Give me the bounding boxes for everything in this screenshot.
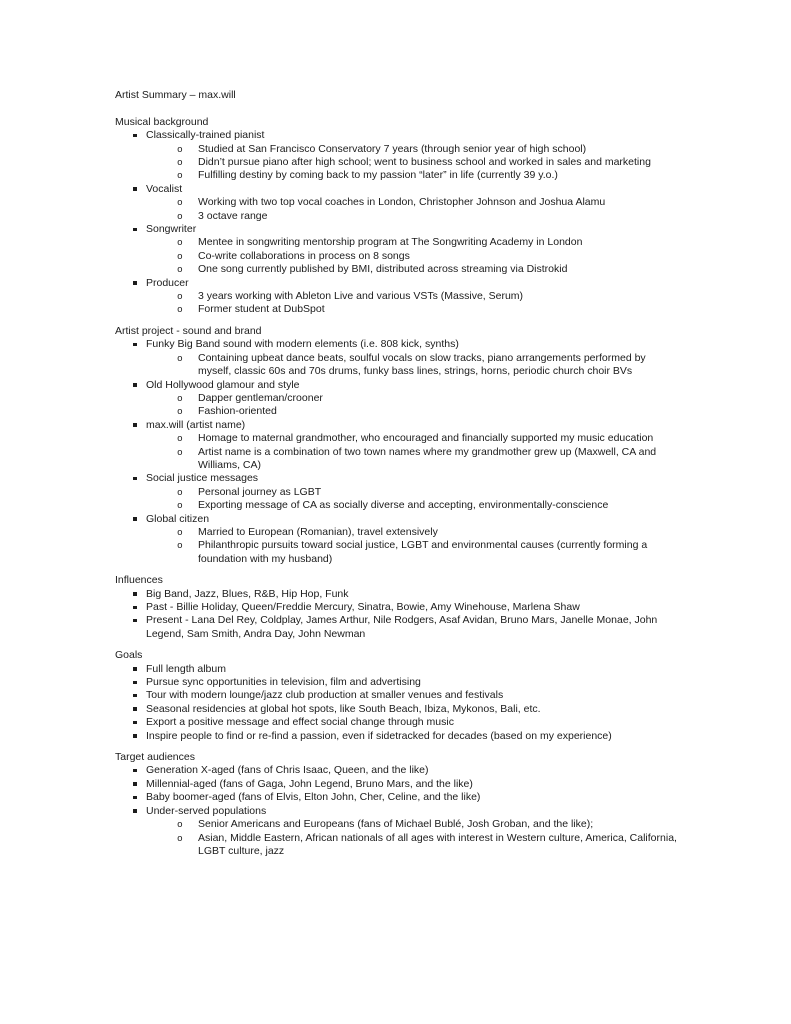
- bullet-item-level2: [115, 446, 677, 473]
- bullet-subitem-text: Former student at DubSpot: [198, 303, 325, 316]
- bullet-item-level2: [115, 250, 677, 263]
- bullet-circle-icon: o: [177, 540, 183, 552]
- bullet-item-text: Past - Billie Holiday, Queen/Freddie Mercury, Sinatra, Bowie, Amy Winehouse, Marlena Shaw: [146, 601, 580, 614]
- bullet-item-level2: [115, 526, 677, 539]
- bullet-subitem-text: Senior Americans and Europeans (fans of Michael Bublé, Josh Groban, and the like);: [198, 818, 594, 831]
- bullet-square-icon: [133, 228, 137, 232]
- bullet-item-text: Global citizen: [146, 512, 210, 525]
- bullet-square-icon: [133, 592, 137, 596]
- document-section: [115, 751, 677, 858]
- bullet-subitem-text: Married to European (Romanian), travel extensively: [198, 525, 438, 538]
- bullet-circle-icon: o: [177, 819, 183, 831]
- bullet-item-level2: [115, 486, 677, 499]
- bullet-item-level2: [115, 432, 677, 445]
- bullet-item-text: Generation X-aged (fans of Chris Isaac, Queen, and the like): [146, 764, 429, 777]
- bullet-subitem-text: Asian, Middle Eastern, African nationals of all ages with interest in Western culture, America, California, LGBT culture, jazz: [198, 831, 677, 857]
- bullet-circle-icon: o: [177, 197, 183, 209]
- bullet-square-icon: [133, 782, 137, 786]
- bullet-square-icon: [133, 796, 137, 800]
- bullet-circle-icon: o: [177, 526, 183, 538]
- bullet-subitem-text: One song currently published by BMI, distributed across streaming via Distrokid: [198, 263, 568, 276]
- bullet-circle-icon: o: [177, 486, 183, 498]
- bullet-subitem-text: Philanthropic pursuits toward social justice, LGBT and environmental causes (currently forming a foundation with my husband): [198, 539, 648, 565]
- bullet-item-text: Social justice messages: [146, 472, 259, 485]
- bullet-item-text: Classically-trained pianist: [146, 129, 265, 142]
- bullet-subitem-text: Dapper gentleman/crooner: [198, 391, 323, 404]
- bullet-subitem-text: Containing upbeat dance beats, soulful vocals on slow tracks, piano arrangements performed by myself, classic 60s and 70s drums, funky bass lines, strings, horns, periodic church choir BVs: [198, 351, 646, 378]
- bullet-square-icon: [133, 721, 137, 725]
- bullet-subitem-text: Didn’t pursue piano after high school; went to business school and worked in sales and marketing: [198, 156, 651, 169]
- bullet-item-text: Funky Big Band sound with modern elements (i.e. 808 kick, synths): [146, 338, 459, 351]
- section-heading: Artist project - sound and brand: [115, 324, 262, 337]
- bullet-item-level1: [115, 764, 677, 777]
- bullet-item-level2: [115, 156, 677, 169]
- bullet-subitem-text: Artist name is a combination of two town names where my grandmother grew up (Maxwell, CA and Williams, CA): [198, 445, 657, 471]
- bullet-item-level1: [115, 419, 677, 432]
- bullet-item-level2: [115, 352, 677, 379]
- bullet-item-level1: [115, 663, 677, 676]
- bullet-square-icon: [133, 606, 137, 610]
- document-content: [115, 89, 677, 858]
- bullet-circle-icon: o: [177, 433, 183, 445]
- bullet-item-level2: [115, 303, 677, 316]
- bullet-square-icon: [133, 707, 137, 711]
- bullet-item-text: Pursue sync opportunities in television, film and advertising: [146, 676, 421, 689]
- bullet-circle-icon: o: [177, 237, 183, 249]
- bullet-item-text: Full length album: [146, 662, 226, 675]
- bullet-item-level2: [115, 392, 677, 405]
- bullet-item-text: Seasonal residencies at global hot spots, like South Beach, Ibiza, Mykonos, Bali, etc.: [146, 702, 541, 715]
- bullet-item-level1: [115, 129, 677, 142]
- bullet-item-level2: [115, 263, 677, 276]
- bullet-list: [115, 338, 677, 566]
- bullet-circle-icon: o: [177, 264, 183, 276]
- bullet-subitem-text: Personal journey as LGBT: [198, 485, 322, 498]
- bullet-item-text: Vocalist: [146, 182, 183, 195]
- document-section: [115, 325, 677, 566]
- bullet-item-level2: [115, 290, 677, 303]
- bullet-item-text: max.will (artist name): [146, 418, 246, 431]
- bullet-item-level1: [115, 703, 677, 716]
- bullet-item-level1: [115, 277, 677, 290]
- document-title: Artist Summary – max.will: [115, 89, 236, 101]
- bullet-circle-icon: o: [177, 157, 183, 169]
- bullet-square-icon: [133, 809, 137, 813]
- bullet-item-level1: [115, 716, 677, 729]
- bullet-circle-icon: o: [177, 392, 183, 404]
- bullet-subitem-text: Homage to maternal grandmother, who encouraged and financially supported my music education: [198, 432, 654, 445]
- bullet-square-icon: [133, 667, 137, 671]
- bullet-item-level1: [115, 588, 677, 601]
- bullet-item-level1: [115, 472, 677, 485]
- bullet-circle-icon: o: [177, 250, 183, 262]
- bullet-item-level1: [115, 223, 677, 236]
- bullet-item-level1: [115, 791, 677, 804]
- bullet-list: [115, 588, 677, 642]
- bullet-subitem-text: 3 octave range: [198, 209, 268, 222]
- section-heading: Target audiences: [115, 751, 195, 764]
- bullet-item-text: Inspire people to find or re-find a passion, even if sidetracked for decades (based on my experience): [146, 729, 612, 742]
- bullet-subitem-text: Fulfilling destiny by coming back to my passion “later” in life (currently 39 y.o.): [198, 169, 558, 182]
- document-sections: [115, 116, 677, 859]
- bullet-circle-icon: o: [177, 143, 183, 155]
- bullet-item-level2: [115, 169, 677, 182]
- bullet-circle-icon: o: [177, 832, 183, 844]
- document-section: [115, 574, 677, 641]
- bullet-item-level1: [115, 338, 677, 351]
- bullet-square-icon: [133, 517, 137, 521]
- bullet-circle-icon: o: [177, 352, 183, 364]
- bullet-square-icon: [133, 477, 137, 481]
- document-section: [115, 116, 677, 317]
- bullet-square-icon: [133, 423, 137, 427]
- bullet-subitem-text: Mentee in songwriting mentorship program at The Songwriting Academy in London: [198, 236, 583, 249]
- bullet-item-text: Producer: [146, 276, 189, 289]
- bullet-item-level2: [115, 832, 677, 859]
- bullet-item-text: Old Hollywood glamour and style: [146, 378, 300, 391]
- bullet-item-text: Under-served populations: [146, 804, 267, 817]
- bullet-subitem-text: Working with two top vocal coaches in London, Christopher Johnson and Joshua Alamu: [198, 196, 606, 209]
- bullet-item-level1: [115, 379, 677, 392]
- bullet-subitem-text: Fashion-oriented: [198, 405, 277, 418]
- bullet-square-icon: [133, 694, 137, 698]
- bullet-subitem-text: Exporting message of CA as socially diverse and accepting, environmentally-conscience: [198, 499, 609, 512]
- bullet-item-level1: [115, 614, 677, 641]
- bullet-square-icon: [133, 383, 137, 387]
- section-heading: Musical background: [115, 115, 209, 128]
- bullet-circle-icon: o: [177, 406, 183, 418]
- bullet-circle-icon: o: [177, 500, 183, 512]
- bullet-item-level2: [115, 499, 677, 512]
- bullet-item-level1: [115, 513, 677, 526]
- bullet-item-level1: [115, 676, 677, 689]
- bullet-square-icon: [133, 187, 137, 191]
- bullet-item-level1: [115, 689, 677, 702]
- bullet-item-text: Millennial-aged (fans of Gaga, John Legend, Bruno Mars, and the like): [146, 777, 473, 790]
- bullet-item-level2: [115, 236, 677, 249]
- bullet-item-level2: [115, 210, 677, 223]
- bullet-list: [115, 663, 677, 743]
- bullet-subitem-text: 3 years working with Ableton Live and various VSTs (Massive, Serum): [198, 290, 524, 303]
- bullet-item-level2: [115, 405, 677, 418]
- bullet-subitem-text: Studied at San Francisco Conservatory 7 years (through senior year of high school): [198, 142, 587, 155]
- bullet-list: [115, 764, 677, 858]
- bullet-square-icon: [133, 619, 137, 623]
- bullet-circle-icon: o: [177, 446, 183, 458]
- bullet-item-level2: [115, 818, 677, 831]
- bullet-circle-icon: o: [177, 210, 183, 222]
- bullet-item-level1: [115, 601, 677, 614]
- bullet-square-icon: [133, 681, 137, 685]
- section-heading: Influences: [115, 574, 163, 587]
- bullet-item-level1: [115, 183, 677, 196]
- bullet-item-text: Present - Lana Del Rey, Coldplay, James Arthur, Nile Rodgers, Asaf Avidan, Bruno Mars, Janelle Monae, John Legend, Sam Smith, Andra Day, John Newman: [146, 614, 658, 640]
- bullet-square-icon: [133, 343, 137, 347]
- document-section: [115, 649, 677, 743]
- bullet-square-icon: [133, 734, 137, 738]
- bullet-item-level2: [115, 196, 677, 209]
- bullet-item-text: Big Band, Jazz, Blues, R&B, Hip Hop, Funk: [146, 587, 349, 600]
- bullet-item-text: Tour with modern lounge/jazz club production at smaller venues and festivals: [146, 689, 504, 702]
- bullet-item-level1: [115, 730, 677, 743]
- bullet-list: [115, 129, 677, 317]
- bullet-item-text: Songwriter: [146, 223, 197, 236]
- bullet-item-text: Baby boomer-aged (fans of Elvis, Elton John, Cher, Celine, and the like): [146, 791, 481, 804]
- bullet-item-level2: [115, 143, 677, 156]
- bullet-square-icon: [133, 769, 137, 773]
- section-heading: Goals: [115, 649, 143, 662]
- bullet-square-icon: [133, 281, 137, 285]
- bullet-subitem-text: Co-write collaborations in process on 8 songs: [198, 249, 410, 262]
- bullet-item-level1: [115, 805, 677, 818]
- bullet-item-level1: [115, 778, 677, 791]
- bullet-circle-icon: o: [177, 291, 183, 303]
- bullet-circle-icon: o: [177, 170, 183, 182]
- bullet-circle-icon: o: [177, 304, 183, 316]
- bullet-square-icon: [133, 134, 137, 138]
- bullet-item-level2: [115, 539, 677, 566]
- bullet-item-text: Export a positive message and effect social change through music: [146, 716, 454, 729]
